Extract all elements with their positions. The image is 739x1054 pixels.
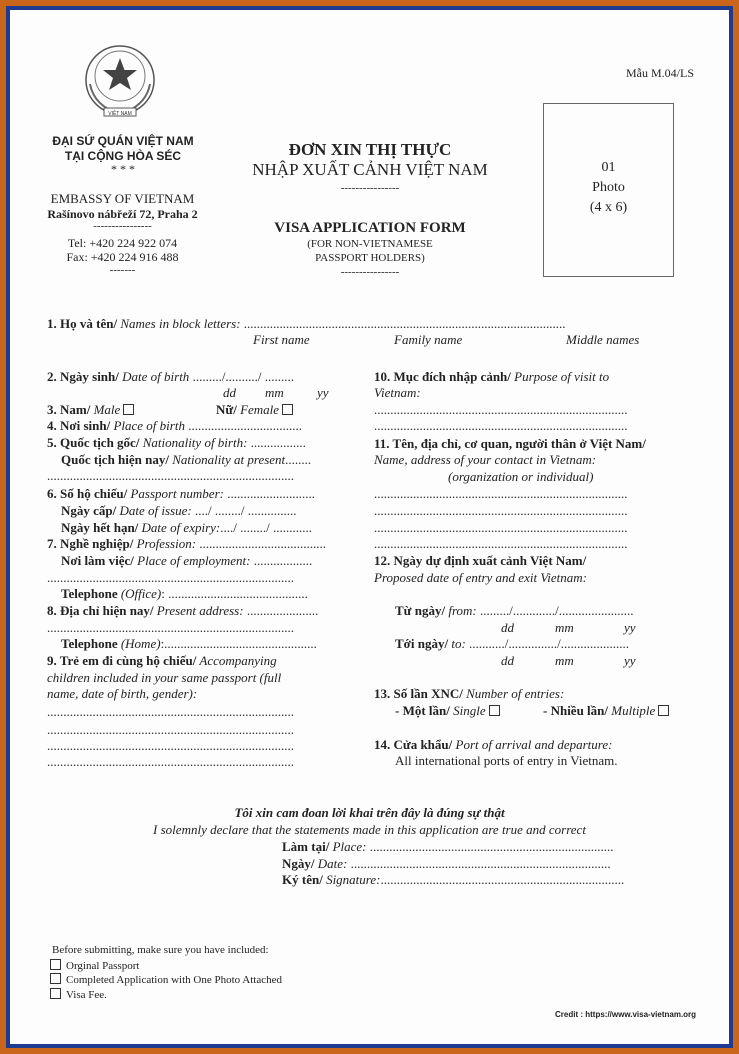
embassy-vn-line2: TẠI CỘNG HÒA SÉC bbox=[64, 149, 182, 163]
q9-dots-1: ............................................................................ bbox=[47, 704, 294, 719]
declaration-vn: Tôi xin cam đoan lời khai trên đây là đúng sự thật bbox=[234, 805, 505, 820]
q1-name-field: 1. Họ và tên/ Names in block letters: ................................................................................................... bbox=[47, 316, 566, 331]
title-en: VISA APPLICATION FORM bbox=[274, 220, 466, 236]
q5-nationality-of-birth: 5. Quốc tịch gốc/ Nationality of birth: ................. bbox=[47, 435, 306, 450]
q10-dots-1: .............................................................................. bbox=[374, 402, 628, 417]
q2-yy-hint: yy bbox=[317, 385, 329, 400]
q11-en: Name, address of your contact in Vietnam: bbox=[374, 452, 597, 467]
q5-dots-line: ............................................................................ bbox=[47, 468, 294, 483]
q7-telephone-office: Telephone (Office): ........................................... bbox=[61, 586, 308, 601]
embassy-en-name: EMBASSY OF VIETNAM bbox=[50, 191, 195, 206]
q9-line2: children included in your same passport (full bbox=[47, 670, 282, 685]
q7-place-of-employment: Nơi làm việc/ Place of employment: .................. bbox=[61, 553, 313, 568]
q12-from-yy: yy bbox=[624, 620, 636, 635]
male-checkbox[interactable] bbox=[123, 404, 134, 415]
title-en-sub2: PASSPORT HOLDERS) bbox=[315, 252, 425, 264]
checklist-title: Before submitting, make sure you have included: bbox=[52, 944, 269, 956]
checklist-checkbox[interactable] bbox=[50, 959, 61, 970]
q5-nationality-present: Quốc tịch hiện nay/ Nationality at present........ bbox=[61, 452, 312, 467]
embassy-vn-line1: ĐẠI SỨ QUÁN VIỆT NAM bbox=[52, 134, 194, 148]
blue-frame bbox=[6, 6, 733, 1048]
declaration-place: Làm tại/ Place: ........................................................................... bbox=[282, 839, 614, 854]
embassy-tel: Tel: +420 224 922 074 bbox=[67, 236, 178, 250]
q11-dots-3: .............................................................................. bbox=[374, 520, 628, 535]
photo-label: Photo bbox=[592, 180, 625, 195]
embassy-fax: Fax: +420 224 916 488 bbox=[66, 250, 179, 264]
title-separator-2: ---------------- bbox=[340, 266, 400, 278]
q11-dots-1: .............................................................................. bbox=[374, 486, 628, 501]
photo-size: (4 x 6) bbox=[589, 200, 628, 215]
q6-passport-number: 6. Số hộ chiếu/ Passport number: ........................... bbox=[47, 486, 315, 501]
q7-profession: 7. Nghề nghiệp/ Profession: ....................................... bbox=[47, 536, 327, 551]
checklist-checkbox[interactable] bbox=[50, 988, 61, 999]
multiple-entry-checkbox[interactable] bbox=[658, 705, 669, 716]
q12-en: Proposed date of entry and exit Vietnam: bbox=[374, 570, 588, 585]
declaration-en: I solemnly declare that the statements made in this application are true and correct bbox=[153, 822, 586, 837]
checklist-checkbox[interactable] bbox=[50, 973, 61, 984]
photo-count: 01 bbox=[601, 160, 616, 175]
q7-dots-line: ............................................................................ bbox=[47, 570, 294, 585]
q2-mm-hint: mm bbox=[265, 385, 284, 400]
q12-to-dd: dd bbox=[501, 653, 514, 668]
q12-to-yy: yy bbox=[624, 653, 636, 668]
q1-middle-names-hint: Middle names bbox=[566, 332, 640, 347]
q8-dots-line: ............................................................................ bbox=[47, 620, 294, 635]
q1-family-name-hint: Family name bbox=[394, 332, 463, 347]
q11-dots-2: .............................................................................. bbox=[374, 503, 628, 518]
q14-value: All international ports of entry in Vietnam. bbox=[395, 753, 618, 768]
title-en-sub1: (FOR NON-VIETNAMESE bbox=[307, 238, 433, 250]
q12-from-dd: dd bbox=[501, 620, 514, 635]
q12-to-mm: mm bbox=[555, 653, 574, 668]
q11-contact: 11. Tên, địa chỉ, cơ quan, người thân ở Việt Nam/ bbox=[374, 436, 646, 451]
checklist-item-passport: Orginal Passport bbox=[50, 959, 139, 972]
q8-telephone-home: Telephone (Home):............................................... bbox=[61, 636, 317, 651]
q1-first-name-hint: First name bbox=[253, 332, 310, 347]
emblem-ribbon-text: VIỆT NAM bbox=[108, 111, 132, 117]
q8-present-address: 8. Địa chỉ hiện nay/ Present address: ...................... bbox=[47, 603, 319, 618]
embassy-stars: * * * bbox=[111, 162, 135, 176]
national-emblem-icon bbox=[76, 40, 164, 126]
checklist-item-visa-fee: Visa Fee. bbox=[50, 988, 107, 1001]
single-entry-checkbox[interactable] bbox=[489, 705, 500, 716]
q10-dots-2: .............................................................................. bbox=[374, 418, 628, 433]
q4-place-of-birth: 4. Nơi sinh/ Place of birth ................................... bbox=[47, 418, 302, 433]
q6-date-of-expiry: Ngày hết hạn/ Date of expiry:..../ ......../ ............ bbox=[61, 520, 312, 535]
q6-date-of-issue: Ngày cấp/ Date of issue: ..../ ......../ ............... bbox=[61, 503, 297, 518]
q3-female: Nữ/ Female bbox=[216, 402, 293, 418]
q9-line3: name, date of birth, gender): bbox=[47, 686, 198, 701]
checklist-item-application: Completed Application with One Photo Attached bbox=[50, 973, 282, 986]
q3-male: 3. Nam/ Male bbox=[47, 402, 134, 418]
q10-en2: Vietnam: bbox=[374, 385, 421, 400]
q2-dd-hint: dd bbox=[223, 385, 236, 400]
embassy-separator: ---------------- bbox=[93, 220, 152, 232]
q13-multiple: - Nhiều lần/ Multiple bbox=[543, 703, 669, 719]
q9-dots-2: ............................................................................ bbox=[47, 722, 294, 737]
q10-purpose: 10. Mục đích nhập cảnh/ Purpose of visit to bbox=[374, 369, 610, 384]
q9-dots-3: ............................................................................ bbox=[47, 738, 294, 753]
embassy-address: Rašínovo nábřeží 72, Praha 2 bbox=[47, 207, 198, 221]
q11-en2: (organization or individual) bbox=[448, 469, 594, 484]
q12-from: Từ ngày/ from: ........./............./....................... bbox=[395, 603, 634, 618]
q2-date-of-birth: 2. Ngày sinh/ Date of birth ........./........../ ......... bbox=[47, 369, 295, 384]
q14-port: 14. Cửa khẩu/ Port of arrival and departure: bbox=[374, 737, 613, 752]
female-checkbox[interactable] bbox=[282, 404, 293, 415]
credit-text: Credit : https://www.visa-vietnam.org bbox=[555, 1010, 697, 1019]
q13-single: - Một lần/ Single bbox=[395, 703, 500, 719]
declaration-date: Ngày/ Date: ................................................................................ bbox=[282, 856, 611, 871]
title-vn-line2: NHẬP XUẤT CẢNH VIỆT NAM bbox=[252, 160, 488, 179]
declaration-signature: Ký tên/ Signature:........................................................................... bbox=[282, 872, 625, 887]
q9-dots-4: ............................................................................ bbox=[47, 754, 294, 769]
q12-to: Tới ngày/ to: .........../.............../..................... bbox=[395, 636, 630, 651]
q12-dates: 12. Ngày dự định xuất cảnh Việt Nam/ bbox=[374, 553, 587, 568]
title-separator: ---------------- bbox=[340, 182, 400, 194]
form-page bbox=[10, 10, 729, 1044]
q9-accompanying-children: 9. Trẻ em đi cùng hộ chiếu/ Accompanying bbox=[47, 653, 277, 668]
form-code: Mẫu M.04/LS bbox=[626, 66, 695, 80]
embassy-separator-2: ------- bbox=[109, 264, 136, 276]
q12-from-mm: mm bbox=[555, 620, 574, 635]
q11-dots-4: .............................................................................. bbox=[374, 536, 628, 551]
q13-entries: 13. Số lần XNC/ Number of entries: bbox=[374, 686, 565, 701]
title-vn-line1: ĐƠN XIN THỊ THỰC bbox=[288, 140, 452, 159]
